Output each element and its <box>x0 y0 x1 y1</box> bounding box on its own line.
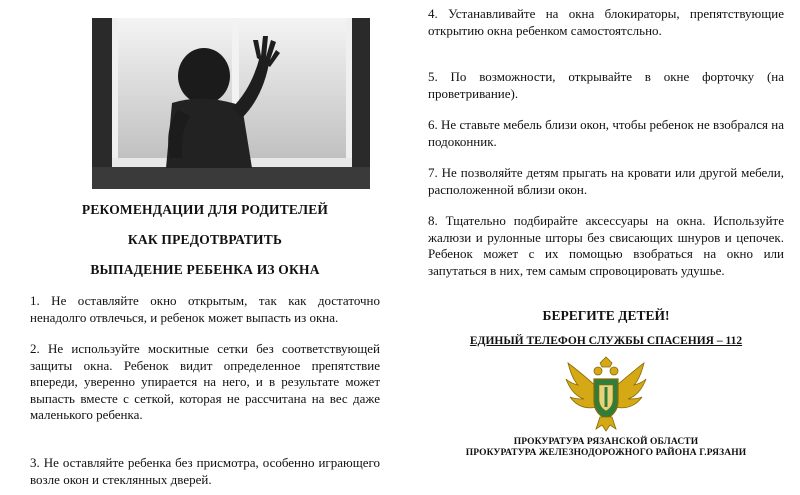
emergency-hotline: ЕДИНЫЙ ТЕЛЕФОН СЛУЖБЫ СПАСЕНИЯ – 112 <box>469 335 743 347</box>
recommendation-2: 2. Не используйте москитные сетки без соответствующей защиты окна. Ребенок видит определенное препятствие впереди, уверенно упирается на него, и в результате может выпасть вместе с сеткой, которая не рассчитана на вес даже маленького ребенка. <box>30 341 380 422</box>
org-line-1: ПРОКУРАТУРА РЯЗАНСКОЙ ОБЛАСТИ <box>513 437 699 447</box>
org-line-2: ПРОКУРАТУРА ЖЕЛЕЗНОДОРОЖНОГО РАЙОНА Г.РЯЗАНИ <box>465 448 747 458</box>
recommendation-8: 8. Тщательно подбирайте аксессуары на окна. Используйте жалюзи и рулонные шторы без свисающих шнуров и цепочек. Ребенок может с их помощью взобраться на окно или запутаться в них, тем самым спровоцировать удушье. <box>428 213 784 278</box>
slogan: БЕРЕГИТЕ ДЕТЕЙ! <box>542 308 670 323</box>
title-line-1: РЕКОМЕНДАЦИИ ДЛЯ РОДИТЕЛЕЙ <box>81 202 329 217</box>
recommendation-5: 5. По возможности, открывайте в окне форточку (на проветривание). <box>428 69 784 101</box>
recommendation-7: 7. Не позволяйте детям прыгать на кровати или другой мебели, расположенной вблизи окон. <box>428 165 784 197</box>
child-at-window-photo <box>92 18 370 189</box>
recommendation-1: 1. Не оставляйте окно открытым, так как достаточно ненадолго отвлечься, и ребенок может выпасть из окна. <box>30 293 380 325</box>
recommendation-6: 6. Не ставьте мебель близи окон, чтобы ребенок не взобрался на подоконник. <box>428 117 784 149</box>
recommendation-3: 3. Не оставляйте ребенка без присмотра, особенно играющего возле окон и стеклянных дверей. <box>30 455 380 487</box>
title-line-3: ВЫПАДЕНИЕ РЕБЕНКА ИЗ ОКНА <box>90 262 320 277</box>
prosecutor-office-emblem-icon <box>564 355 648 433</box>
recommendation-4: 4. Устанавливайте на окна блокираторы, препятствующие открытию окна ребенком самостоятсльно. <box>428 6 784 38</box>
title-line-2: КАК ПРЕДОТВРАТИТЬ <box>127 232 283 247</box>
